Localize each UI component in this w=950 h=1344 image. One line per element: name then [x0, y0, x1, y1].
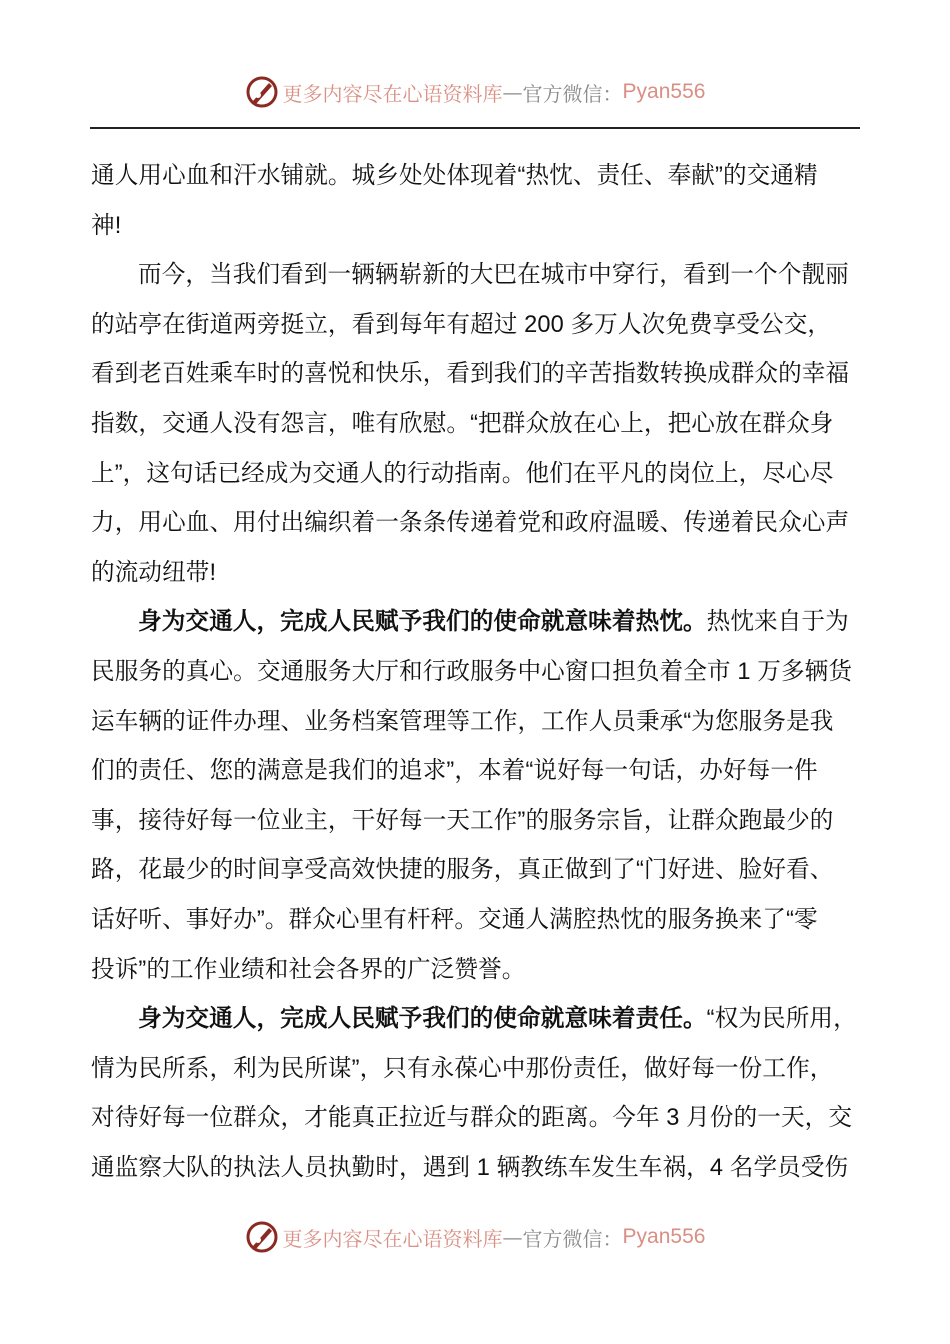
line-text: 通人用心血和汗水铺就。城乡处处体现着“热忱、责任、奉献”的交通精 — [91, 163, 818, 189]
text-line — [91, 747, 866, 797]
banner-dash: — — [502, 1225, 523, 1249]
line-text: “权为民所用， — [706, 1006, 857, 1033]
text-line — [91, 152, 866, 202]
line-text: 力，用心血、用付出编织着一条条传递着党和政府温暖、传递着民众心声 — [91, 510, 850, 537]
line-text: 对待好每一位群众，才能真正拉近与群众的距离。今年 3 月份的一天，交 — [91, 1105, 853, 1132]
line-text: 话好听、事好办”。群众心里有杆秤。交通人满腔热忱的服务换来了“零 — [91, 906, 818, 933]
text-line — [91, 846, 866, 896]
line-text: 的流动纽带! — [91, 559, 217, 586]
text-line — [91, 698, 866, 748]
line-text: 通监察大队的执法人员执勤时，遇到 1 辆教练车发生车祸，4 名学员受伤 — [91, 1154, 849, 1181]
line-text: 上”，这句话已经成为交通人的行动指南。他们在平凡的岗位上，尽心尽 — [91, 460, 834, 487]
text-line — [91, 648, 866, 698]
line-text: 而今，当我们看到一辆辆崭新的大巴在城市中穿行，看到一个个靓丽 — [138, 262, 849, 289]
text-line — [91, 251, 866, 301]
banner-promo: 更多内容尽在心语资料库 — [282, 1226, 503, 1251]
line-text: 运车辆的证件办理、业务档案管理等工作，工作人员秉承“为您服务是我 — [91, 708, 834, 735]
line-text: 的站亭在街道两旁挺立，看到每年有超过 200 多万人次免费享受公交， — [91, 311, 832, 338]
banner-wechat-label: 官方微信： — [522, 81, 623, 106]
line-text: 热忱来自于为 — [706, 609, 849, 636]
line-text: 指数，交通人没有怨言，唯有欣慰。“把群众放在心上，把心放在群众身 — [91, 410, 834, 437]
text-line — [91, 1144, 866, 1194]
header-divider — [90, 127, 860, 129]
document-body — [91, 152, 866, 1193]
banner-dash: — — [502, 80, 523, 104]
header-banner — [0, 72, 950, 112]
text-line — [91, 499, 866, 549]
banner-wechat-id: Pyan556 — [622, 80, 706, 103]
line-text: 民服务的真心。交通服务大厅和行政服务中心窗口担负着全市 1 万多辆货 — [91, 658, 853, 685]
text-line — [91, 400, 866, 450]
text-line — [91, 549, 866, 599]
pen-logo-icon — [245, 1220, 279, 1254]
line-text: 情为民所系，利为民所谋”，只有永葆心中那份责任，做好每一份工作， — [91, 1055, 834, 1082]
text-line — [91, 202, 866, 252]
text-line — [91, 301, 866, 351]
text-line — [91, 1045, 866, 1095]
bold-lead-sentence: 身为交通人，完成人民赋予我们的使命就意味着责任。 — [138, 1006, 707, 1033]
text-line — [91, 896, 866, 946]
text-line — [91, 450, 866, 500]
line-text: 投诉”的工作业绩和社会各界的广泛赞誉。 — [91, 956, 526, 983]
banner-wechat-id: Pyan556 — [622, 1225, 706, 1248]
text-line — [91, 598, 866, 648]
text-line — [91, 995, 866, 1045]
text-line — [91, 350, 866, 400]
line-text: 看到老百姓乘车时的喜悦和快乐，看到我们的辛苦指数转换成群众的幸福 — [91, 361, 850, 388]
banner-wechat-label: 官方微信： — [522, 1226, 623, 1251]
line-text: 们的责任、您的满意是我们的追求”，本着“说好每一句话，办好每一件 — [91, 758, 818, 785]
text-line — [91, 797, 866, 847]
line-text: 事，接待好每一位业主，干好每一天工作”的服务宗旨，让群众跑最少的 — [91, 807, 834, 834]
text-line — [91, 1094, 866, 1144]
banner-promo: 更多内容尽在心语资料库 — [282, 81, 503, 106]
footer-banner — [0, 1217, 950, 1257]
pen-logo-icon — [245, 75, 279, 109]
bold-lead-sentence: 身为交通人，完成人民赋予我们的使命就意味着热忱。 — [138, 609, 707, 636]
line-text: 路，花最少的时间享受高效快捷的服务，真正做到了“门好进、脸好看、 — [91, 857, 834, 884]
line-text: 神! — [91, 212, 122, 239]
text-line — [91, 946, 866, 996]
